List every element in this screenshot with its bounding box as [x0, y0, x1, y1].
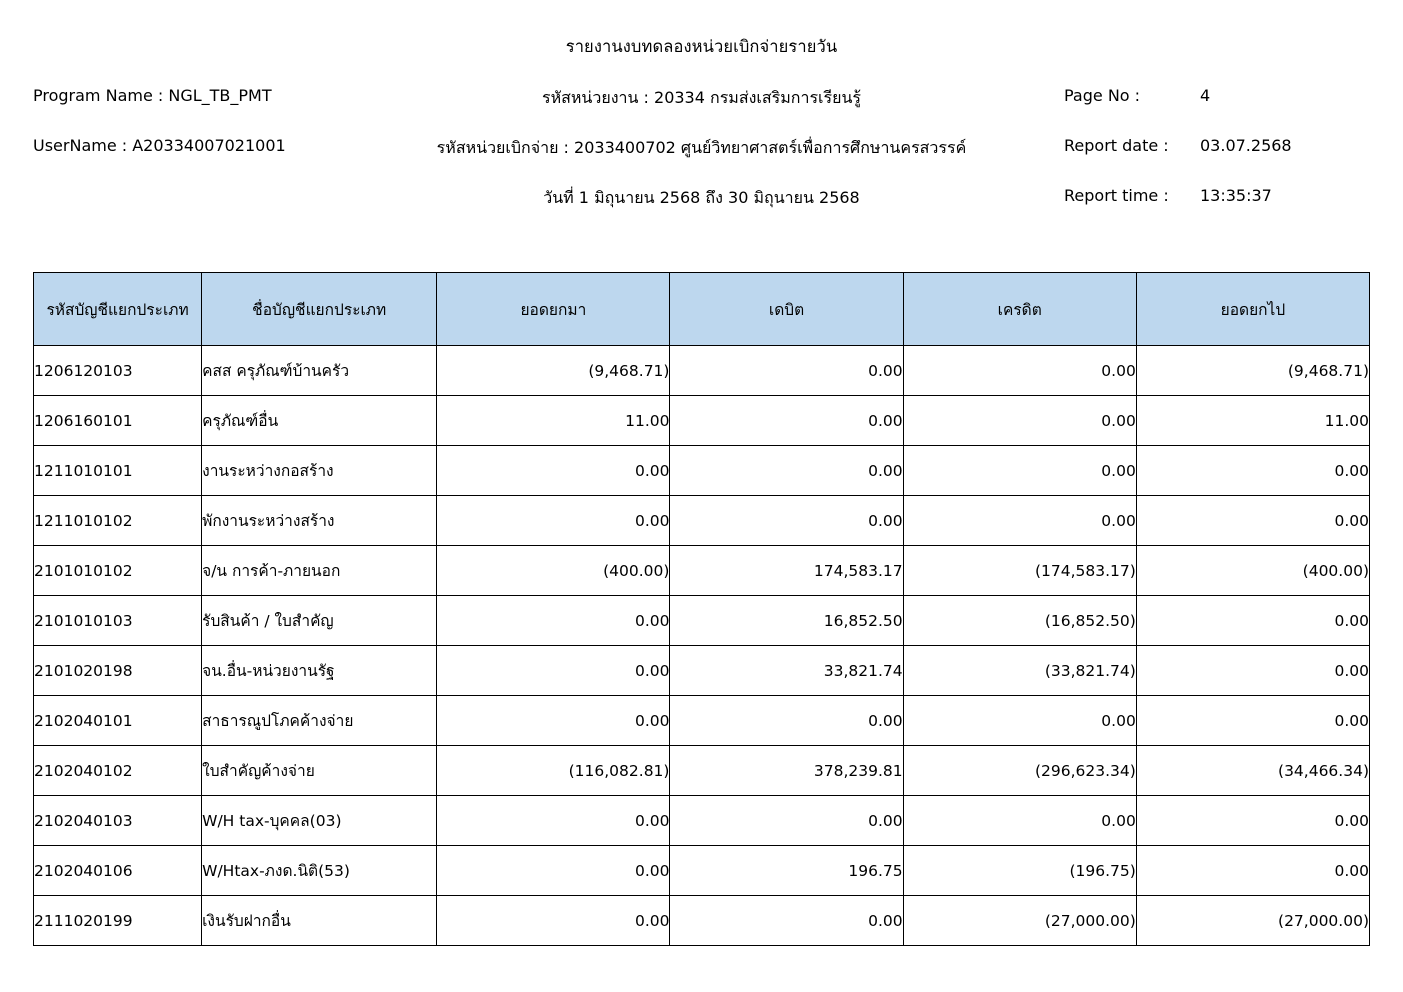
cell-debit: 16,852.50 [670, 596, 903, 646]
table-row [34, 696, 1370, 746]
cell-account-name: เงินรับฝากอื่น [202, 896, 437, 946]
report-header [0, 86, 1403, 236]
header-row-1 [0, 86, 1403, 136]
cell-credit: (296,623.34) [903, 746, 1136, 796]
period-line: วันที่ 1 มิถุนายน 2568 ถึง 30 มิถุนายน 2568 [543, 188, 860, 207]
cell-debit: 378,239.81 [670, 746, 903, 796]
trial-balance-table [33, 272, 1370, 946]
cell-credit: (33,821.74) [903, 646, 1136, 696]
cell-closing-balance: 0.00 [1136, 796, 1369, 846]
header-row-2 [0, 136, 1403, 186]
cell-credit: 0.00 [903, 696, 1136, 746]
cell-opening-balance: 11.00 [437, 396, 670, 446]
cell-debit: 0.00 [670, 496, 903, 546]
cell-debit: 0.00 [670, 396, 903, 446]
cell-debit: 196.75 [670, 846, 903, 896]
trial-balance-table-wrapper [33, 272, 1370, 946]
cell-credit: (16,852.50) [903, 596, 1136, 646]
cell-opening-balance: 0.00 [437, 646, 670, 696]
cell-account-name: คสส ครุภัณฑ์บ้านครัว [202, 346, 437, 396]
cell-closing-balance: (9,468.71) [1136, 346, 1369, 396]
cell-opening-balance: (400.00) [437, 546, 670, 596]
header-row-3 [0, 186, 1403, 236]
column-header-account-code: รหัสบัญชีแยกประเภท [34, 273, 202, 346]
cell-account-code: 2111020199 [34, 896, 202, 946]
column-header-account-name: ชื่อบัญชีแยกประเภท [202, 273, 437, 346]
cell-debit: 0.00 [670, 446, 903, 496]
table-row [34, 596, 1370, 646]
cell-account-code: 2102040102 [34, 746, 202, 796]
cell-account-code: 2101010102 [34, 546, 202, 596]
agency-line: รหัสหน่วยงาน : 20334 กรมส่งเสริมการเรียนรู้ [541, 88, 862, 107]
column-header-closing-balance: ยอดยกไป [1136, 273, 1369, 346]
cell-credit: 0.00 [903, 796, 1136, 846]
cell-opening-balance: 0.00 [437, 446, 670, 496]
table-body [34, 346, 1370, 946]
column-header-debit: เดบิต [670, 273, 903, 346]
cell-credit: 0.00 [903, 396, 1136, 446]
cell-credit: 0.00 [903, 446, 1136, 496]
report-time-label: Report time : [1064, 186, 1169, 205]
table-header-row [34, 273, 1370, 346]
report-date-value: 03.07.2568 [1200, 136, 1292, 155]
cell-account-name: สาธารณูปโภคค้างจ่าย [202, 696, 437, 746]
cell-account-name: จน.อื่น-หน่วยงานรัฐ [202, 646, 437, 696]
table-row [34, 846, 1370, 896]
cell-account-name: จ/น การค้า-ภายนอก [202, 546, 437, 596]
page-no-label: Page No : [1064, 86, 1141, 105]
cell-account-code: 1211010102 [34, 496, 202, 546]
cell-account-code: 1211010101 [34, 446, 202, 496]
cell-account-name: W/Htax-ภงด.นิติ(53) [202, 846, 437, 896]
cell-opening-balance: 0.00 [437, 496, 670, 546]
table-row [34, 546, 1370, 596]
table-row [34, 796, 1370, 846]
cell-account-name: ครุภัณฑ์อื่น [202, 396, 437, 446]
cell-debit: 33,821.74 [670, 646, 903, 696]
cell-closing-balance: 0.00 [1136, 696, 1369, 746]
cell-opening-balance: (9,468.71) [437, 346, 670, 396]
cell-closing-balance: 0.00 [1136, 446, 1369, 496]
cell-closing-balance: (34,466.34) [1136, 746, 1369, 796]
user-name: UserName : A20334007021001 [33, 136, 286, 155]
cell-opening-balance: 0.00 [437, 846, 670, 896]
cell-account-name: รับสินค้า / ใบสำคัญ [202, 596, 437, 646]
cell-account-code: 2101020198 [34, 646, 202, 696]
cell-credit: (174,583.17) [903, 546, 1136, 596]
cell-credit: 0.00 [903, 496, 1136, 546]
cell-account-code: 1206160101 [34, 396, 202, 446]
cell-account-name: งานระหว่างกอสร้าง [202, 446, 437, 496]
cell-opening-balance: 0.00 [437, 796, 670, 846]
table-row [34, 446, 1370, 496]
cell-account-code: 1206120103 [34, 346, 202, 396]
report-title: รายงานงบทดลองหน่วยเบิกจ่ายรายวัน [565, 37, 838, 56]
cell-closing-balance: (400.00) [1136, 546, 1369, 596]
cell-debit: 0.00 [670, 796, 903, 846]
cell-opening-balance: 0.00 [437, 696, 670, 746]
cell-debit: 0.00 [670, 346, 903, 396]
table-row [34, 746, 1370, 796]
table-row [34, 646, 1370, 696]
cell-account-name: ใบสำคัญค้างจ่าย [202, 746, 437, 796]
cell-closing-balance: 0.00 [1136, 646, 1369, 696]
table-row [34, 346, 1370, 396]
column-header-credit: เครดิต [903, 273, 1136, 346]
cell-debit: 0.00 [670, 696, 903, 746]
report-date-label: Report date : [1064, 136, 1169, 155]
table-header [34, 273, 1370, 346]
cell-closing-balance: 0.00 [1136, 846, 1369, 896]
cell-account-code: 2102040106 [34, 846, 202, 896]
cell-account-name: พักงานระหว่างสร้าง [202, 496, 437, 546]
cell-opening-balance: 0.00 [437, 596, 670, 646]
table-row [34, 396, 1370, 446]
program-name: Program Name : NGL_TB_PMT [33, 86, 272, 105]
disbursement-line: รหัสหน่วยเบิกจ่าย : 2033400702 ศูนย์วิทยาศาสตร์เพื่อการศึกษานครสวรรค์ [436, 138, 967, 157]
cell-account-name: W/H tax-บุคคล(03) [202, 796, 437, 846]
cell-debit: 174,583.17 [670, 546, 903, 596]
table-row [34, 496, 1370, 546]
cell-account-code: 2102040103 [34, 796, 202, 846]
column-header-opening-balance: ยอดยกมา [437, 273, 670, 346]
cell-account-code: 2101010103 [34, 596, 202, 646]
cell-closing-balance: 0.00 [1136, 596, 1369, 646]
cell-opening-balance: (116,082.81) [437, 746, 670, 796]
cell-credit: (27,000.00) [903, 896, 1136, 946]
cell-debit: 0.00 [670, 896, 903, 946]
report-time-value: 13:35:37 [1200, 186, 1272, 205]
page-no-value: 4 [1200, 86, 1211, 105]
cell-closing-balance: 0.00 [1136, 496, 1369, 546]
cell-closing-balance: 11.00 [1136, 396, 1369, 446]
cell-opening-balance: 0.00 [437, 896, 670, 946]
table-row [34, 896, 1370, 946]
cell-credit: (196.75) [903, 846, 1136, 896]
cell-credit: 0.00 [903, 346, 1136, 396]
cell-closing-balance: (27,000.00) [1136, 896, 1369, 946]
cell-account-code: 2102040101 [34, 696, 202, 746]
